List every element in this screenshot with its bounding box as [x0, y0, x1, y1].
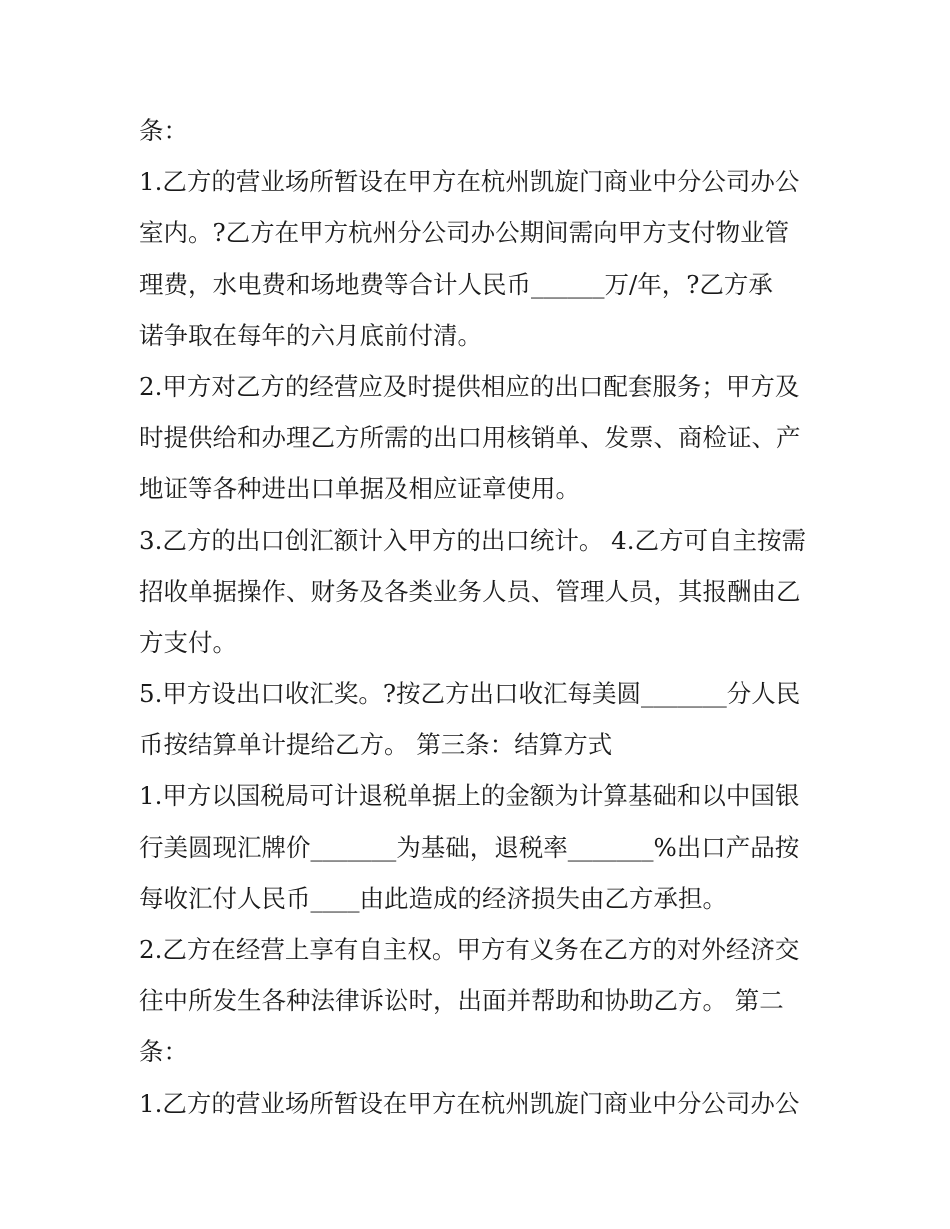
text-line: 行美圆现汇牌价_______为基础，退税率_______%出口产品按	[139, 832, 800, 862]
text-line: 时提供给和办理乙方所需的出口用核销单、发票、商检证、产	[139, 423, 801, 453]
text-line: 方支付。	[139, 627, 237, 657]
text-line: 2.甲方对乙方的经营应及时提供相应的出口配套服务；甲方及	[139, 371, 800, 401]
text-line: 理费，水电费和场地费等合计人民币______万/年，?乙方承	[139, 269, 773, 299]
text-line: 1.甲方以国税局可计退税单据上的金额为计算基础和以中国银	[139, 781, 800, 811]
text-line: 室内。?乙方在甲方杭州分公司办公期间需向甲方支付物业管	[139, 218, 790, 248]
text-line: 诺争取在每年的六月底前付清。	[139, 320, 482, 350]
text-line: 条：	[139, 1037, 188, 1067]
text-line: 5.甲方设出口收汇奖。?按乙方出口收汇每美圆_______分人民	[139, 679, 801, 709]
text-line: 1.乙方的营业场所暂设在甲方在杭州凯旋门商业中分公司办公	[139, 1088, 800, 1118]
document-body	[139, 105, 819, 1129]
text-line: 币按结算单计提给乙方。 第三条：结算方式	[139, 730, 613, 760]
text-line: 条：	[139, 116, 188, 145]
text-line: 2.乙方在经营上享有自主权。甲方有义务在乙方的对外经济交	[139, 935, 800, 964]
text-line: 3.乙方的出口创汇额计入甲方的出口统计。 4.乙方可自主按需	[139, 525, 807, 555]
text-line: 每收汇付人民币____由此造成的经济损失由乙方承担。	[139, 883, 727, 913]
text-line: 往中所发生各种法律诉讼时，出面并帮助和协助乙方。 第二	[139, 986, 784, 1016]
text-line: 招收单据操作、财务及各类业务人员、管理人员，其报酬由乙	[139, 576, 801, 606]
text-line: 地证等各种进出口单据及相应证章使用。	[139, 474, 580, 504]
text-line: 1.乙方的营业场所暂设在甲方在杭州凯旋门商业中分公司办公	[139, 167, 800, 197]
